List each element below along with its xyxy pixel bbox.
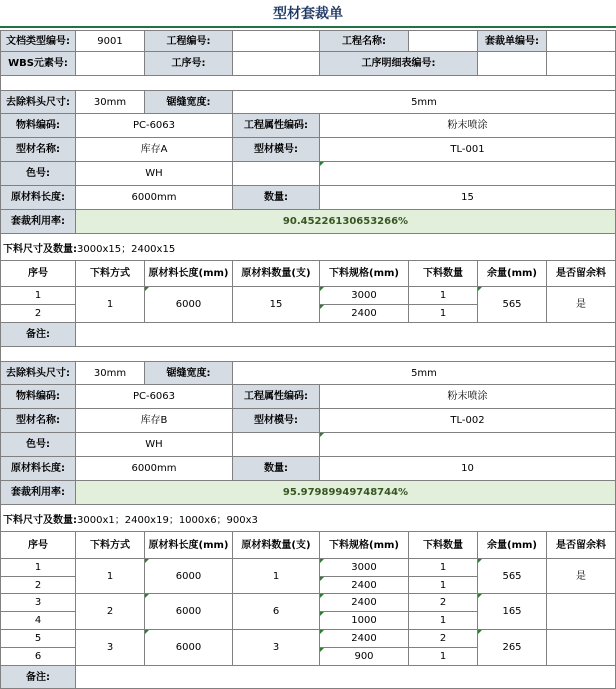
table-cell-seq[interactable]: 4 [0,611,76,630]
col-remain: 余量(mm) [477,531,547,559]
qty-label: 数量: [232,185,320,210]
kerf-value[interactable]: 5mm [232,361,616,385]
table-cell-spec[interactable]: 2400 [319,576,409,594]
doc-type-value[interactable]: 9001 [75,30,145,52]
table-cell-count[interactable]: 1 [232,558,320,594]
col-keep: 是否留余料 [546,531,616,559]
profile-name-value[interactable]: 库存B [75,408,233,433]
table-cell-spec[interactable]: 900 [319,647,409,666]
process-detail-extra[interactable] [546,51,616,76]
spacer-row [0,346,616,362]
cut-sizes-line [3,233,175,261]
table-cell-cut-qty[interactable]: 1 [408,647,478,666]
color-label: 色号: [0,432,76,457]
process-detail-label: 工序明细表编号: [319,51,478,76]
table-cell-seq[interactable]: 2 [0,576,76,594]
wbs-value[interactable] [75,51,145,76]
table-cell-seq[interactable]: 1 [0,286,76,305]
cut-sizes-value: 3000x1；2400x19；1000x6；900x3 [77,514,258,526]
col-cut-qty: 下料数量 [408,260,478,287]
col-cut-qty: 下料数量 [408,531,478,559]
raw-length-value[interactable]: 6000mm [75,185,233,210]
table-cell-cut-qty[interactable]: 1 [408,558,478,577]
table-cell-length[interactable]: 6000 [144,593,233,630]
table-cell-count[interactable]: 3 [232,629,320,666]
wbs-label: WBS元素号: [0,51,76,76]
material-code-label: 物料编码: [0,384,76,409]
col-method: 下料方式 [75,260,145,287]
utilization-label: 套裁利用率: [0,209,76,234]
utilization-label: 套裁利用率: [0,480,76,505]
table-cell-cut-qty[interactable]: 1 [408,286,478,305]
table-cell-spec[interactable]: 2400 [319,629,409,648]
col-raw-count: 原材料数量(支) [232,260,320,287]
table-cell-seq[interactable]: 6 [0,647,76,666]
table-cell-keep[interactable]: 是 [546,286,616,323]
table-cell-method[interactable]: 1 [75,286,145,323]
table-cell-keep[interactable] [546,629,616,666]
project-name-value[interactable] [408,30,478,52]
spacer-row [0,75,616,91]
material-code-value[interactable]: PC-6063 [75,384,233,409]
table-cell-cut-qty[interactable]: 1 [408,611,478,630]
raw-length-label: 原材料长度: [0,456,76,481]
table-cell-count[interactable]: 6 [232,593,320,630]
table-cell-remain[interactable]: 165 [477,593,547,630]
project-attr-value[interactable]: 粉末喷涂 [319,113,616,138]
project-attr-label: 工程属性编码: [232,113,320,138]
table-cell-seq[interactable]: 3 [0,593,76,612]
col-spec: 下料规格(mm) [319,260,409,287]
utilization-value: 90.45226130653266% [75,209,616,234]
col-raw-length: 原材料长度(mm) [144,531,233,559]
qty-value[interactable]: 15 [319,185,616,210]
project-no-label: 工程编号: [144,30,233,52]
table-cell-seq[interactable]: 5 [0,629,76,648]
page-title: 型材套裁单 [0,0,616,28]
col-keep: 是否留余料 [546,260,616,287]
project-attr-value[interactable]: 粉末喷涂 [319,384,616,409]
table-cell-cut-qty[interactable]: 1 [408,576,478,594]
table-cell-seq[interactable]: 2 [0,304,76,323]
col-seq: 序号 [0,260,76,287]
cut-sheet-no-value[interactable] [546,30,616,52]
table-cell-spec[interactable]: 2400 [319,593,409,612]
color-extra-2[interactable] [319,432,616,457]
color-extra[interactable] [232,161,320,186]
color-extra[interactable] [232,432,320,457]
color-value[interactable]: WH [75,432,233,457]
trim-label: 去除料头尺寸: [0,361,76,385]
col-method: 下料方式 [75,531,145,559]
project-name-label: 工程名称: [319,30,409,52]
cut-sizes-label: 下料尺寸及数量: [3,514,77,526]
profile-model-value[interactable]: TL-001 [319,137,616,162]
table-cell-count[interactable]: 15 [232,286,320,323]
profile-name-label: 型材名称: [0,137,76,162]
kerf-value[interactable]: 5mm [232,90,616,114]
col-spec: 下料规格(mm) [319,531,409,559]
qty-value[interactable]: 10 [319,456,616,481]
profile-name-value[interactable]: 库存A [75,137,233,162]
col-remain: 余量(mm) [477,260,547,287]
table-cell-seq[interactable]: 1 [0,558,76,577]
col-raw-count: 原材料数量(支) [232,531,320,559]
trim-value[interactable]: 30mm [75,90,145,114]
utilization-value: 95.97989949748744% [75,480,616,505]
cut-sizes-value: 3000x15；2400x15 [77,243,176,255]
table-cell-spec[interactable]: 2400 [319,304,409,323]
color-label: 色号: [0,161,76,186]
trim-value[interactable]: 30mm [75,361,145,385]
cut-sizes-line [3,504,258,532]
table-cell-remain[interactable]: 565 [477,286,547,323]
color-extra-2[interactable] [319,161,616,186]
table-cell-cut-qty[interactable]: 2 [408,629,478,648]
col-seq: 序号 [0,531,76,559]
material-code-label: 物料编码: [0,113,76,138]
table-cell-method[interactable]: 3 [75,629,145,666]
raw-length-label: 原材料长度: [0,185,76,210]
trim-label: 去除料头尺寸: [0,90,76,114]
table-cell-spec[interactable]: 1000 [319,611,409,630]
profile-model-label: 型材模号: [232,137,320,162]
profile-model-value[interactable]: TL-002 [319,408,616,433]
table-cell-remain[interactable]: 265 [477,629,547,666]
kerf-label: 锯缝宽度: [144,361,233,385]
col-raw-length: 原材料长度(mm) [144,260,233,287]
table-cell-length[interactable]: 6000 [144,629,233,666]
remark-value[interactable] [75,665,616,689]
process-detail-value[interactable] [477,51,547,76]
table-cell-spec[interactable]: 3000 [319,558,409,577]
project-no-value[interactable] [232,30,320,52]
profile-name-label: 型材名称: [0,408,76,433]
remark-value[interactable] [75,322,616,347]
raw-length-value[interactable]: 6000mm [75,456,233,481]
table-cell-length[interactable]: 6000 [144,558,233,594]
kerf-label: 锯缝宽度: [144,90,233,114]
material-code-value[interactable]: PC-6063 [75,113,233,138]
project-attr-label: 工程属性编码: [232,384,320,409]
table-cell-length[interactable]: 6000 [144,286,233,323]
qty-label: 数量: [232,456,320,481]
remark-label: 备注: [0,322,76,347]
cut-sheet-no-label: 套裁单编号: [477,30,547,52]
table-cell-keep[interactable] [546,593,616,630]
doc-type-label: 文档类型编号: [0,30,76,52]
table-cell-spec[interactable]: 3000 [319,286,409,305]
table-cell-keep[interactable]: 是 [546,558,616,594]
table-cell-cut-qty[interactable]: 1 [408,304,478,323]
table-cell-remain[interactable]: 565 [477,558,547,594]
color-value[interactable]: WH [75,161,233,186]
table-cell-method[interactable]: 2 [75,593,145,630]
cut-sizes-label: 下料尺寸及数量: [3,243,77,255]
table-cell-cut-qty[interactable]: 2 [408,593,478,612]
process-no-value[interactable] [232,51,320,76]
process-no-label: 工序号: [144,51,233,76]
table-cell-method[interactable]: 1 [75,558,145,594]
profile-model-label: 型材模号: [232,408,320,433]
remark-label: 备注: [0,665,76,689]
